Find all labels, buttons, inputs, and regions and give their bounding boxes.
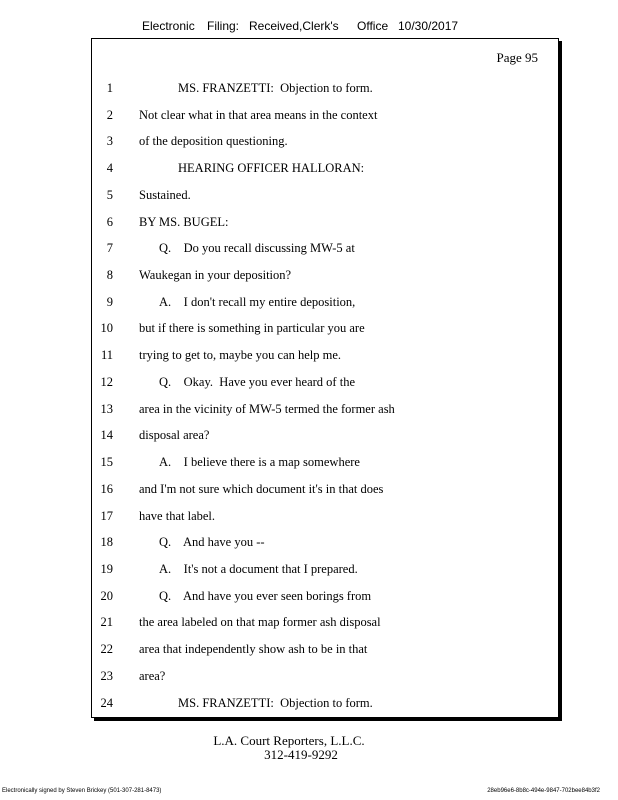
line-text: MS. FRANZETTI: Objection to form. xyxy=(178,81,373,95)
line-number: 20 xyxy=(100,588,113,603)
transcript-line xyxy=(92,589,558,609)
line-number: 18 xyxy=(100,535,113,550)
line-text: A. I believe there is a map somewhere xyxy=(159,455,360,470)
line-text: A. I don't recall my entire deposition, xyxy=(159,294,356,309)
transcript-line xyxy=(92,134,558,154)
line-number: 5 xyxy=(106,187,113,202)
transcript-line xyxy=(92,161,558,181)
line-number: 15 xyxy=(100,455,113,470)
transcript-line xyxy=(92,108,558,128)
transcript-line xyxy=(92,509,558,529)
line-text: disposal area? xyxy=(139,428,210,443)
transcript-line xyxy=(92,241,558,261)
electronic-signature: Electronically signed by Steven Brickey (501-307-281-8473) xyxy=(2,788,162,794)
transcript-line xyxy=(92,455,558,475)
transcript-line xyxy=(92,696,558,716)
line-number: 23 xyxy=(100,668,113,683)
line-number: 22 xyxy=(100,642,113,657)
line-number: 13 xyxy=(100,401,113,416)
transcript-line xyxy=(92,535,558,555)
line-text: A. It's not a document that I prepared. xyxy=(159,561,358,576)
line-text: have that label. xyxy=(139,508,216,523)
page-number: Page 95 xyxy=(496,50,538,65)
line-number: 4 xyxy=(106,161,113,176)
line-text: and I'm not sure which document it's in that does xyxy=(139,481,384,496)
line-number: 21 xyxy=(100,615,113,630)
line-text: the area labeled on that map former ash disposal xyxy=(139,615,381,630)
line-text: Q. Do you recall discussing MW-5 at xyxy=(159,241,355,256)
transcript-line xyxy=(92,428,558,448)
footer-company: L.A. Court Reporters, L.L.C. xyxy=(213,733,365,748)
transcript-line xyxy=(92,375,558,395)
transcript-line xyxy=(92,81,558,101)
transcript-line xyxy=(92,348,558,368)
document-hash: 28eb96e6-8b8c-494e-9847-702bee84b3f2 xyxy=(487,788,600,794)
line-text: MS. FRANZETTI: Objection to form. xyxy=(178,695,373,710)
transcript-line xyxy=(92,402,558,422)
line-number: 3 xyxy=(106,134,113,149)
transcript-line xyxy=(92,268,558,288)
line-text: Q. Okay. Have you ever heard of the xyxy=(159,374,355,389)
line-text: of the deposition questioning. xyxy=(139,134,288,149)
footer-phone: 312-419-9292 xyxy=(264,747,338,762)
line-number: 6 xyxy=(106,214,113,229)
line-number: 10 xyxy=(100,321,113,336)
line-text: Waukegan in your deposition? xyxy=(139,268,292,283)
header-date: 10/30/2017 xyxy=(398,19,459,33)
transcript-page xyxy=(91,38,559,718)
header-office: Office xyxy=(357,19,389,33)
header-received: Received,Clerk's xyxy=(249,19,339,33)
line-text: trying to get to, maybe you can help me. xyxy=(139,348,342,363)
line-text: area that independently show ash to be in that xyxy=(139,642,368,657)
transcript-line xyxy=(92,615,558,635)
transcript-line xyxy=(92,188,558,208)
line-text: Not clear what in that area means in the context xyxy=(139,107,378,122)
line-text: area in the vicinity of MW-5 termed the former ash xyxy=(139,401,395,416)
line-number: 17 xyxy=(100,508,113,523)
line-text: BY MS. BUGEL: xyxy=(139,214,229,229)
line-number: 19 xyxy=(100,561,113,576)
line-number: 2 xyxy=(106,107,113,122)
transcript-line xyxy=(92,215,558,235)
line-text: but if there is something in particular you are xyxy=(139,321,365,336)
transcript-line xyxy=(92,482,558,502)
line-text: Q. And have you ever seen borings from xyxy=(159,588,372,603)
line-number: 14 xyxy=(100,428,113,443)
line-number: 11 xyxy=(100,348,113,363)
line-number: 12 xyxy=(100,374,113,389)
line-text: Q. And have you -- xyxy=(159,535,265,550)
header-filing: Filing: xyxy=(207,19,240,33)
line-text: Sustained. xyxy=(139,187,191,202)
line-number: 9 xyxy=(106,294,113,309)
transcript-line xyxy=(92,642,558,662)
transcript-line xyxy=(92,669,558,689)
line-number: 8 xyxy=(106,268,113,283)
transcript-line xyxy=(92,295,558,315)
line-text: area? xyxy=(139,668,166,683)
header-electronic: Electronic xyxy=(142,19,195,33)
line-number: 24 xyxy=(100,695,113,710)
line-number: 16 xyxy=(100,481,113,496)
line-number: 7 xyxy=(106,241,113,256)
line-text: HEARING OFFICER HALLORAN: xyxy=(178,161,365,176)
filing-header xyxy=(0,19,618,37)
line-number: 1 xyxy=(106,81,113,95)
transcript-line xyxy=(92,321,558,341)
transcript-line xyxy=(92,562,558,582)
